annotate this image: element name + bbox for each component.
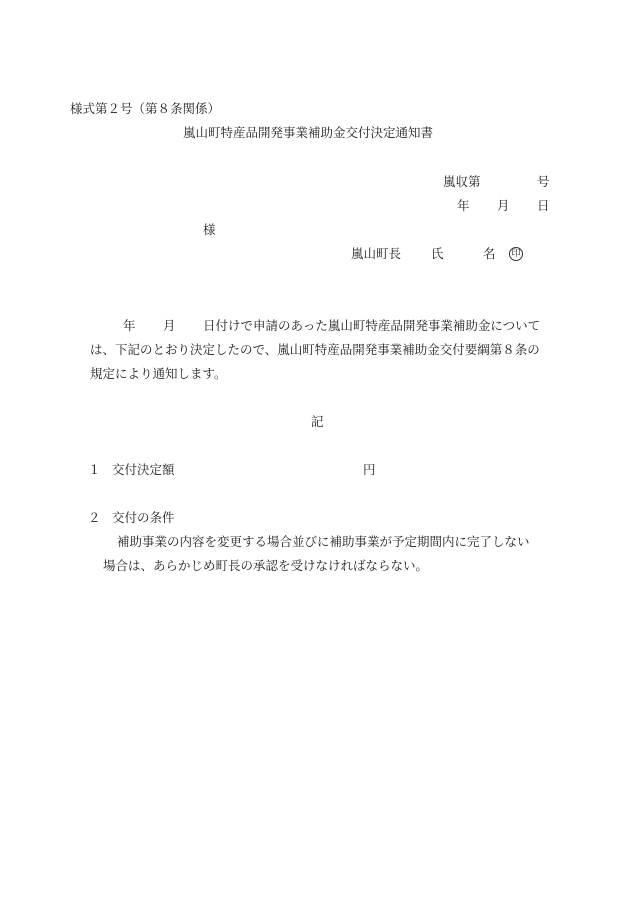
document-title: 嵐山町特産品開発事業補助金交付決定通知書 [183,125,434,140]
body-line-1: 日付けで申請のあった嵐山町特産品開発事業補助金について [203,318,541,333]
item-2-detail-line-1: 補助事業の内容を変更する場合並びに補助事業が予定期間内に完了しない [117,534,530,549]
date-day: 日 [537,198,550,213]
item-2-number: ２ [88,510,101,525]
date-month: 月 [497,198,510,213]
body-year: 年 [123,318,136,333]
issuer-mei: 名 [483,246,496,261]
issuer-position: 嵐山町長 [351,246,402,261]
form-number: 様式第２号（第８条関係） [70,101,221,116]
item-2-label: 交付の条件 [112,510,175,525]
seal-mark [509,247,523,261]
ki-heading: 記 [311,414,324,429]
reference-prefix: 嵐収第 [443,174,481,189]
issuer-shi: 氏 [431,246,444,261]
item-1-unit: 円 [363,462,376,477]
reference-suffix: 号 [537,174,550,189]
item-2-detail-line-2: 場合は、あらかじめ町長の承認を受けなければならない。 [103,558,429,573]
date-year: 年 [457,198,470,213]
body-line-3: 規定により通知します。 [90,366,227,381]
item-1-label: 交付決定額 [112,462,175,477]
body-month: 月 [163,318,176,333]
recipient-suffix: 様 [203,222,216,237]
seal-icon: 印 [509,247,523,261]
body-line-2: は、下記のとおり決定したので、嵐山町特産品開発事業補助金交付要綱第８条の [90,342,540,357]
item-1-number: １ [88,462,101,477]
